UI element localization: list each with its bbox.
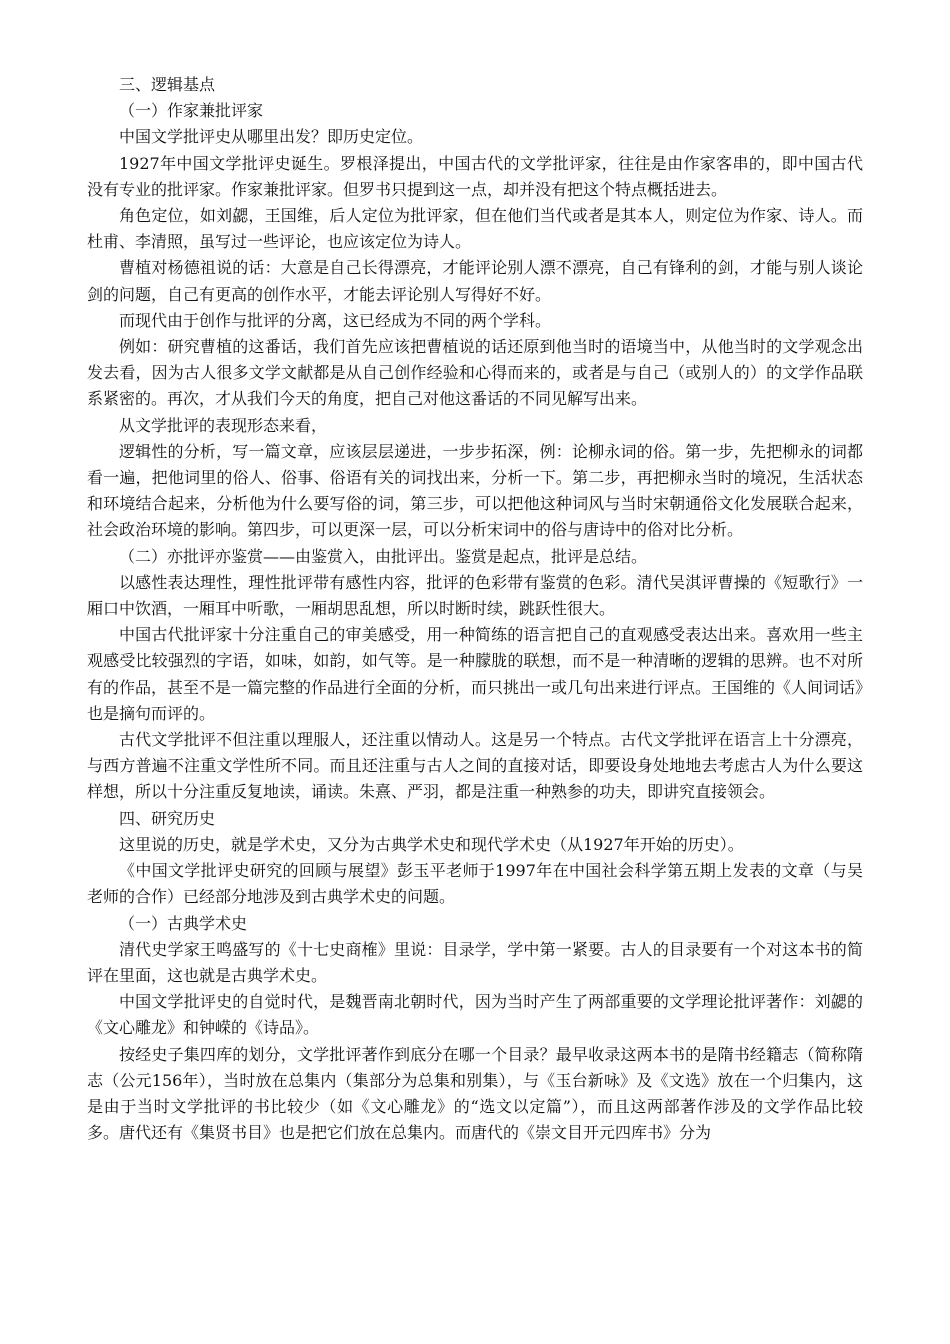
subsection-heading-writer-critic: （一）作家兼批评家 [119, 101, 264, 121]
subsection-heading-criticism-appreciation: （二）亦批评亦鉴赏——由鉴赏入，由批评出。鉴赏是起点，批评是总结。 [119, 546, 648, 566]
subsection-heading-classical-academic-history: （一）古典学术史 [119, 913, 248, 933]
paragraph: 而现代由于创作与批评的分离，这已经成为不同的两个学科。 [119, 310, 552, 330]
paragraph: 中国文学批评史的自觉时代，是魏晋南北朝时代，因为当时产生了两部重要的文学理论批评著作：刘勰的《文心雕龙》和钟嵘的《诗品》。 [87, 992, 863, 1038]
section-heading-research-history: 四、研究历史 [119, 808, 216, 828]
paragraph: 1927年中国文学批评史诞生。罗根泽提出，中国古代的文学批评家，往往是由作家客串的，即中国古代没有专业的批评家。作家兼批评家。但罗书只提到这一点，却并没有把这个特点概括进去。 [87, 153, 863, 199]
paragraph: 角色定位，如刘勰，王国维，后人定位为批评家，但在他们当代或者是其本人，则定位为作家、诗人。而杜甫、李清照，虽写过一些评论，也应该定位为诗人。 [87, 206, 863, 252]
paragraph: 清代史学家王鸣盛写的《十七史商榷》里说：目录学，学中第一紧要。古人的目录要有一个对这本书的简评在里面，这也就是古典学术史。 [87, 939, 863, 985]
paragraph: 这里说的历史，就是学术史，又分为古典学术史和现代学术史（从1927年开始的历史）。 [119, 834, 744, 854]
paragraph: 例如：研究曹植的这番话，我们首先应该把曹植说的话还原到他当时的语境当中，从他当时的文学观念出发去看，因为古人很多文学文献都是从自己创作经验和心得而来的，或者是与自己（或别人的）的文学作品联系紧密的。再次，才从我们今天的角度，把自己对他这番话的不同见解写出来。 [87, 337, 863, 409]
paragraph: 古代文学批评不但注重以理服人，还注重以情动人。这是另一个特点。古代文学批评在语言上十分漂亮，与西方普遍不注重文学性所不同。而且还注重与古人之间的直接对话，即要设身处地地去考虑古人为什么要这样想，所以十分注重反复地读，诵读。朱熹、严羽，都是注重一种熟参的功夫，即讲究直接领会。 [87, 730, 863, 802]
paragraph: 从文学批评的表现形态来看， [119, 415, 328, 435]
paragraph: 以感性表达理性，理性批评带有感性内容，批评的色彩带有鉴赏的色彩。清代吴淇评曹操的《短歌行》一厢口中饮酒，一厢耳中听歌，一厢胡思乱想，所以时断时续，跳跃性很大。 [87, 572, 863, 619]
paragraph: 逻辑性的分析，写一篇文章，应该层层递进，一步步拓深，例：论柳永词的俗。第一步，先把柳永的词都看一遍，把他词里的俗人、俗事、俗语有关的词找出来，分析一下。第二步，再把柳永当时的境况，生活状态和环境结合起来，分析他为什么要写俗的词，第三步，可以把他这种词风与当时宋朝通俗文化发展联合起来，社会政治环境的影响。第四步，可以更深一层，可以分析宋词中的俗与唐诗中的俗对比分析。 [87, 441, 863, 540]
document-body [87, 72, 863, 1146]
paragraph: 按经史子集四库的划分，文学批评著作到底分在哪一个目录？最早收录这两本书的是隋书经籍志（简称隋志（公元156年），当时放在总集内（集部分为总集和别集），与《玉台新咏》及《文选》放在一个归集内，这是由于当时文学批评的书比较少（如《文心雕龙》的“选文以定篇”），而且这两部著作涉及的文学作品比较多。唐代还有《集贤书目》也是把它们放在总集内。而唐代的《崇文目开元四库书》分为 [87, 1044, 863, 1143]
paragraph: 中国文学批评史从哪里出发？即历史定位。 [119, 127, 424, 147]
paragraph: 中国古代批评家十分注重自己的审美感受，用一种简练的语言把自己的直观感受表达出来。喜欢用一些主观感受比较强烈的字语，如味，如韵，如气等。是一种朦胧的联想，而不是一种清晰的逻辑的思辨。也不对所有的作品，甚至不是一篇完整的作品进行全面的分析，而只挑出一或几句出来进行评点。王国维的《人间词话》也是摘句而评的。 [87, 625, 864, 723]
section-heading-logic-basis: 三、逻辑基点 [119, 75, 216, 94]
paragraph: 《中国文学批评史研究的回顾与展望》彭玉平老师于1997年在中国社会科学第五期上发表的文章（与吴老师的合作）已经部分地涉及到古典学术史的问题。 [87, 861, 863, 907]
paragraph: 曹植对杨德祖说的话：大意是自己长得漂亮，才能评论别人漂不漂亮，自己有锋利的剑，才能与别人谈论剑的问题，自己有更高的创作水平，才能去评论别人写得好不好。 [87, 258, 863, 304]
